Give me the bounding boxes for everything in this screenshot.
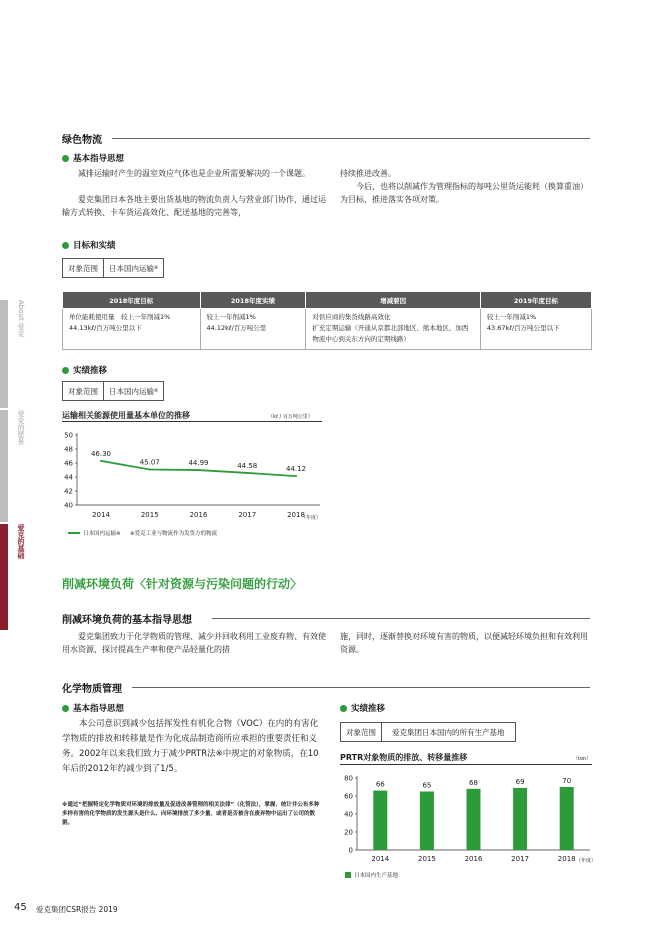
y-tick-label: 60 xyxy=(344,792,353,801)
bar-legend-swatch xyxy=(345,872,351,878)
paragraph: 本公司意识到减少包括挥发性有机化合物（VOC）在内的有害化学物质的排放和转移量是作为化成品制造商所应承担的重要责任和义务。2002年以来我们致力于减少PRTR法※中规定的对象物质，在10年后的2012年约减少到了1/5。 xyxy=(62,719,319,774)
paragraph: 今后，也将以削减作为管理指标的每吨公里货运能耗（换算重油）为目标，推进落实各项对策。 xyxy=(340,182,588,204)
paragraph: 爱克集团致力于化学物质的管理、减少并回收利用工业废弃物、有效使用水资源，探讨提高生产率和使产品轻量化的措 xyxy=(62,632,326,654)
data-label: 46.30 xyxy=(90,449,112,458)
data-label: 44.58 xyxy=(237,461,258,470)
table-header: 2018年度目标 xyxy=(63,292,201,309)
data-point xyxy=(246,472,248,474)
bullet-icon xyxy=(340,705,347,712)
section-rule xyxy=(132,687,590,688)
side-tab-foundation[interactable] xyxy=(0,524,8,630)
bar xyxy=(373,791,387,850)
y-tick-label: 48 xyxy=(64,445,73,454)
x-tick-label: 2018 xyxy=(557,855,576,863)
chart-unit: （kℓ / 百万吨公里） xyxy=(268,414,313,420)
table-cell: 较上一年削减1% 43.67kℓ/百万吨公里以下 xyxy=(480,309,591,350)
chart-title: PRTR对象物质的排放、转移量推移 xyxy=(340,753,468,762)
table-header: 2018年度实绩 xyxy=(200,292,306,309)
y-tick-label: 46 xyxy=(64,459,73,468)
subheading-goals: 目标和实绩 xyxy=(73,241,116,251)
data-label: 70 xyxy=(562,777,572,785)
section-title-reduce: 削减环境负荷〈针对资源与污染问题的行动〉 xyxy=(62,577,303,591)
bullet-icon xyxy=(62,242,69,249)
bar xyxy=(560,787,574,850)
data-label: 69 xyxy=(515,777,525,786)
y-tick-label: 44 xyxy=(64,473,73,482)
side-tab-about-label: About 爱克 xyxy=(17,300,25,337)
subheading-trend: 实绩推移 xyxy=(73,366,108,376)
footer-text: 爱克集团CSR报告 2019 xyxy=(36,905,118,914)
bullet-icon xyxy=(62,155,69,162)
chart-title: 运输相关能源使用量基本单位的推移 xyxy=(62,411,190,420)
x-tick-label: 2016 xyxy=(464,855,483,863)
section-rule xyxy=(212,618,590,619)
bar xyxy=(467,789,481,850)
chart-title-rule xyxy=(62,421,322,422)
data-point xyxy=(100,460,102,462)
subheading-chemical-guideline: 基本指导思想 xyxy=(73,704,125,714)
paragraph: 减排运输时产生的温室效应气体也是企业所需要解决的一个课题。 xyxy=(78,169,310,178)
line-legend-swatch xyxy=(68,532,80,534)
y-tick-label: 40 xyxy=(64,501,73,510)
bar-chart-year-suffix: （年度） xyxy=(576,858,597,864)
section-title-chemical: 化学物质管理 xyxy=(62,684,122,695)
chart-unit: （ton） xyxy=(573,756,592,762)
chart-title-rule xyxy=(340,764,592,765)
data-label: 44.99 xyxy=(188,459,209,468)
y-tick-label: 0 xyxy=(348,846,353,855)
subheading-guideline: 基本指导思想 xyxy=(73,154,125,164)
table-cell: 较上一年削减1% 44.12kℓ/百万吨公里 xyxy=(200,309,306,350)
table-cell: 对供应商的集货线路高效化 扩充定期运输（开通从京都北部地区、熊本地区、加西物流中心到关东方向的定期线路） xyxy=(306,309,481,350)
bullet-icon xyxy=(62,705,69,712)
line-chart xyxy=(55,425,330,530)
scope-box xyxy=(340,722,516,742)
y-tick-label: 50 xyxy=(64,431,73,440)
x-tick-label: 2017 xyxy=(511,855,530,863)
x-tick-label: 2016 xyxy=(189,511,208,519)
bar-chart xyxy=(335,768,600,868)
data-label: 44.12 xyxy=(285,465,307,474)
footnote: ※通过“把握特定化学物质对环境的排放量及促进改善管理的相关法律”（化管法），掌握、统计并公布多种多样有害的化学物质的发生源头是什么、向环境排放了多少量、或者是否被含在废弃物中运出了公司的数据。 xyxy=(62,802,320,826)
goals-table xyxy=(62,291,592,350)
scope-box xyxy=(62,381,164,401)
scope-value: 日本国内运输 ※ xyxy=(103,259,163,277)
page-number: 45 xyxy=(14,902,27,913)
data-point xyxy=(295,475,297,477)
bar xyxy=(420,792,434,851)
data-point xyxy=(149,469,151,471)
section-title-green-logistics: 绿色物流 xyxy=(62,135,102,146)
x-tick-label: 2018 xyxy=(287,511,305,519)
x-tick-label: 2014 xyxy=(371,855,390,863)
bar-legend: 日本国内生产基地 xyxy=(354,873,399,879)
scope-value: 爱克集团日本国内的所有生产基地 xyxy=(381,723,515,741)
x-tick-label: 2015 xyxy=(417,855,436,863)
x-tick-label: 2014 xyxy=(92,511,110,519)
x-tick-label: 2015 xyxy=(140,511,159,519)
scope-label: 对象范围 xyxy=(68,263,98,273)
y-tick-label: 80 xyxy=(344,774,353,783)
line-chart-year-suffix: （年度） xyxy=(301,515,322,521)
paragraph: 持续推进改善。 xyxy=(340,169,396,178)
side-tab-foundation-label: 爱克的基础 xyxy=(17,524,25,559)
scope-value: 日本国内运输 ※ xyxy=(103,382,163,400)
line-legend: 日本国内运输※ xyxy=(83,531,121,537)
subheading-chemical-trend: 实绩推移 xyxy=(351,704,386,714)
data-point xyxy=(198,469,200,471)
table-cell: 单位能耗使用量 较上一年削减1% 44.13kℓ/百万吨公里以下 xyxy=(63,309,201,350)
data-label: 45.07 xyxy=(139,458,160,467)
section-title-reduce-guideline: 削减环境负荷的基本指导思想 xyxy=(62,615,192,626)
scope-label: 对象范围 xyxy=(346,727,376,737)
bar xyxy=(513,788,527,850)
scope-label: 对象范围 xyxy=(68,386,98,396)
y-tick-label: 20 xyxy=(344,828,353,837)
scope-box xyxy=(62,258,164,278)
x-tick-label: 2017 xyxy=(238,511,257,519)
paragraph: 施，同时，逐渐替换对环境有害的物质，以便减轻环境负担和有效利用资源。 xyxy=(340,632,588,654)
paragraph: 爱克集团日本各地主要出货基地的物流负责人与营业部门协作，通过运输方式转换、卡车货运高效化、配送基地的完善等， xyxy=(62,195,326,217)
line-chart-footnote: ※爱克工业与物流作为发货方的物流 xyxy=(130,531,218,537)
side-tab-about[interactable] xyxy=(0,300,8,408)
table-header: 增减要因 xyxy=(306,292,481,309)
data-label: 65 xyxy=(422,781,432,790)
y-tick-label: 42 xyxy=(64,487,73,496)
section-rule xyxy=(112,138,590,139)
side-tab-vision-label: 爱克的愿景 xyxy=(17,410,25,445)
table-header: 2019年度目标 xyxy=(480,292,591,309)
y-tick-label: 40 xyxy=(344,810,353,819)
data-label: 66 xyxy=(375,780,385,789)
data-label: 68 xyxy=(469,778,478,787)
bullet-icon xyxy=(62,367,69,374)
side-tab-vision[interactable] xyxy=(0,410,8,522)
